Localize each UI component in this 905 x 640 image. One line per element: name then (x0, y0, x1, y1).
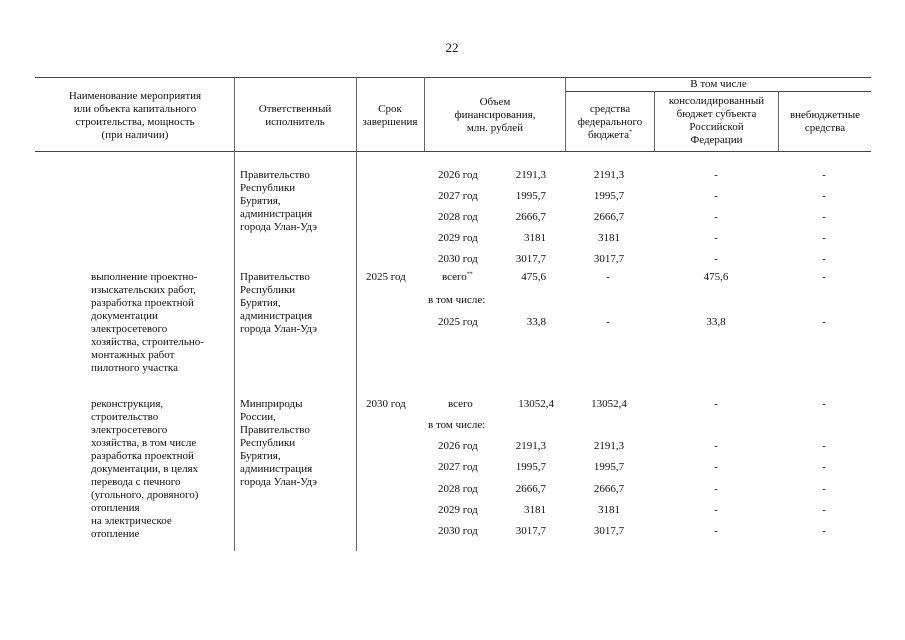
block3-term: 2030 год (366, 398, 406, 410)
footnote-mark: * (629, 129, 632, 136)
block2-term: 2025 год (366, 271, 406, 283)
page-number: 22 (445, 40, 459, 55)
block2-including-label: в том числе: (428, 294, 486, 306)
header-divider (424, 77, 425, 151)
header-including: В том числе (690, 78, 747, 90)
footnote-mark: ** (466, 271, 473, 278)
block3-including-label: в том числе: (428, 419, 486, 431)
body-divider (234, 151, 235, 551)
body-divider (356, 151, 357, 551)
header-bottom-rule (35, 151, 871, 152)
header-divider (234, 77, 235, 151)
